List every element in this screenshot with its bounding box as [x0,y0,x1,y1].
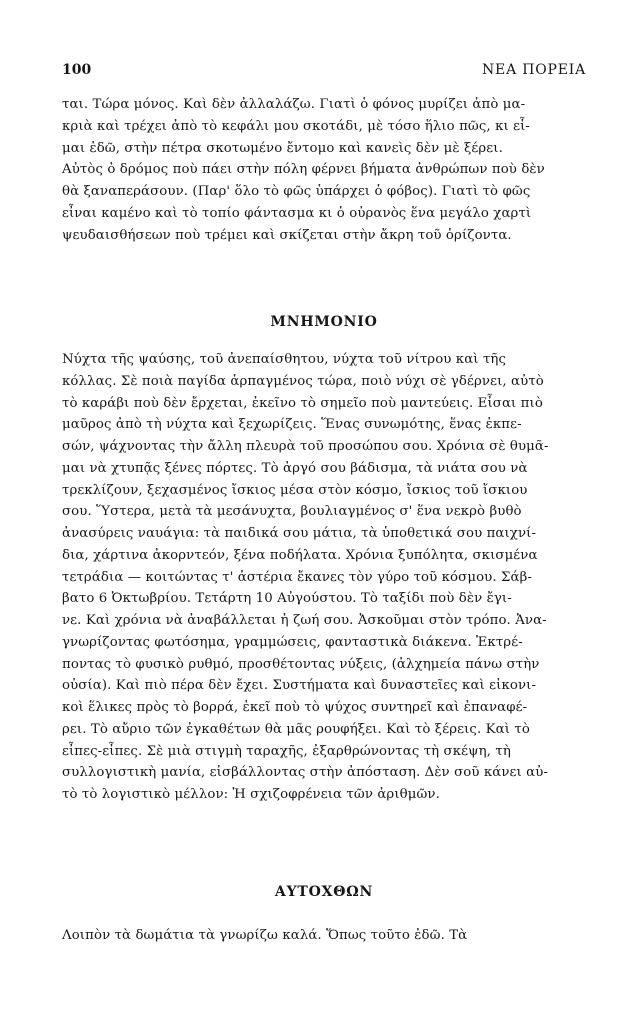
section-paragraph-aftochthon: Λοιπὸν τὰ δωμάτια τὰ γνωρίζω καλά. Ὅπως τοῦτο ἐδῶ. Τὰ [62,928,468,943]
section-heading-mnimonio: ΜΝΗΜΟΝΙΟ [270,314,378,330]
page-header [62,62,586,84]
running-head: ΝΕΑ ΠΟΡΕΙΑ [482,62,586,78]
section-heading-aftochthon: ΑΥΤΟΧΘΩΝ [274,884,374,900]
continued-paragraph: ται. Τώρα μόνος. Καὶ δὲν ἀλλαλάζω. Γιατὶ ὁ φόνος μυρίζει ἀπὸ μα- κριὰ καὶ τρέχει ἀπὸ τὸ κεφάλι μου σκοτάδι, μὲ τόσο ἥλιο πῶς, κι εἶ- μαι ἐδῶ, στὴν πέτρα σκοτωμένο ἔντομο καὶ κανεὶς δὲν μὲ ξέρει. Αὐτὸς ὁ δρόμος ποὺ πάει στὴν πόλη φέρνει βήματα ἀνθρώπων ποὺ δὲν θὰ ξαναπεράσουν. (Παρ' ὅλο τὸ φῶς ὑπάρχει ὁ φόβος). Γιατὶ τὸ φῶς εἶναι καμένο καὶ τὸ τοπίο φάντασμα κι ὁ οὐρανὸς ἕνα μεγάλο χαρτὶ ψευδαισθήσεων ποὺ τρέμει καὶ σκίζεται στὴν ἄκρη τοῦ ὁρίζοντα. [62,97,545,243]
section-paragraph-mnimonio: Νύχτα τῆς ψαύσης, τοῦ ἀνεπαίσθητου, νύχτα τοῦ νίτρου καὶ τῆς κόλλας. Σὲ ποιὰ παγίδα ἁρπαγμένος τώρα, ποιὸ νύχι σὲ γδέρνει, αὐτὸ τὸ καράβι ποὺ δὲν ἔρχεται, ἐκεῖνο τὸ σημεῖο ποὺ μαντεύεις. Εἶσαι πιὸ μαῦρος ἀπὸ τὴ νύχτα καὶ ξεχωρίζεις. Ἕνας συνωμότης, ἕνας ἐκπε- σών, ψάχνοντας τὴν ἄλλη πλευρὰ τοῦ προσώπου σου. Χρόνια σὲ θυμᾶ- μαι νὰ χτυπᾷς ξένες πόρτες. Τὸ ἀργό σου βάδισμα, τὰ νιάτα σου νὰ τρεκλίζουν, ξεχασμένος ἴσκιος μέσα στὸν κόσμο, ἴσκιος τοῦ ἴσκιου σου. Ὕστερα, μετὰ τὰ μεσάνυχτα, βουλιαγμένος σ' ἕνα νεκρὸ βυθὸ ἀνασύρεις ναυάγια: τὰ παιδικά σου μάτια, τὰ ὑποθετικά σου παιχνί- δια, χάρτινα ἀκορντεόν, ξένα ποδήλατα. Χρόνια ξυπόλητα, σκισμένα τετράδια — κοιτώντας τ' ἀστέρια ἔκανες τὸν γύρο τοῦ κόσμου. Σάβ- βατο 6 Ὀκτωβρίου. Τετάρτη 10 Αὐγούστου. Τὸ ταξίδι ποὺ δὲν ἔγι- νε. Καὶ χρόνια νὰ ἀναβάλλεται ἡ ζωή σου. Ἀσκοῦμαι στὸν τρόπο. Ἀνα- γνωρίζοντας φωτόσημα, γραμμώσεις, φανταστικὰ διάκενα. Ἐκτρέ- ποντας τὸ φυσικὸ ρυθμό, προσθέτοντας νύξεις, (ἀλχημεία πάνω στὴν οὐσία). Καὶ πιὸ πέρα δὲν ἔχει. Συστήματα καὶ δυναστεῖες καὶ εἰκονι- κοὶ ἕλικες πρὸς τὸ βορρά, ἐκεῖ ποὺ τὸ ψύχος συντηρεῖ καὶ ἐπαναφέ- ρει. Τὸ αὔριο τῶν ἐγκαθέτων θὰ μᾶς ρουφήξει. Καὶ τὸ ξέρεις. Καὶ τὸ εἶπες-εἶπες. Σὲ μιὰ στιγμὴ ταραχῆς, ἐξαρθρώνοντας τὴ σκέψη, τὴ συλλογιστικὴ μανία, εἰσβάλλοντας στὴν ἀπόσταση. Δὲν σοῦ κάνει αὐ- τὸ τὸ λογιστικὸ μέλλον: Ἡ σχιζοφρένεια τῶν ἀριθμῶν. [62,352,549,802]
page-number: 100 [62,62,92,78]
